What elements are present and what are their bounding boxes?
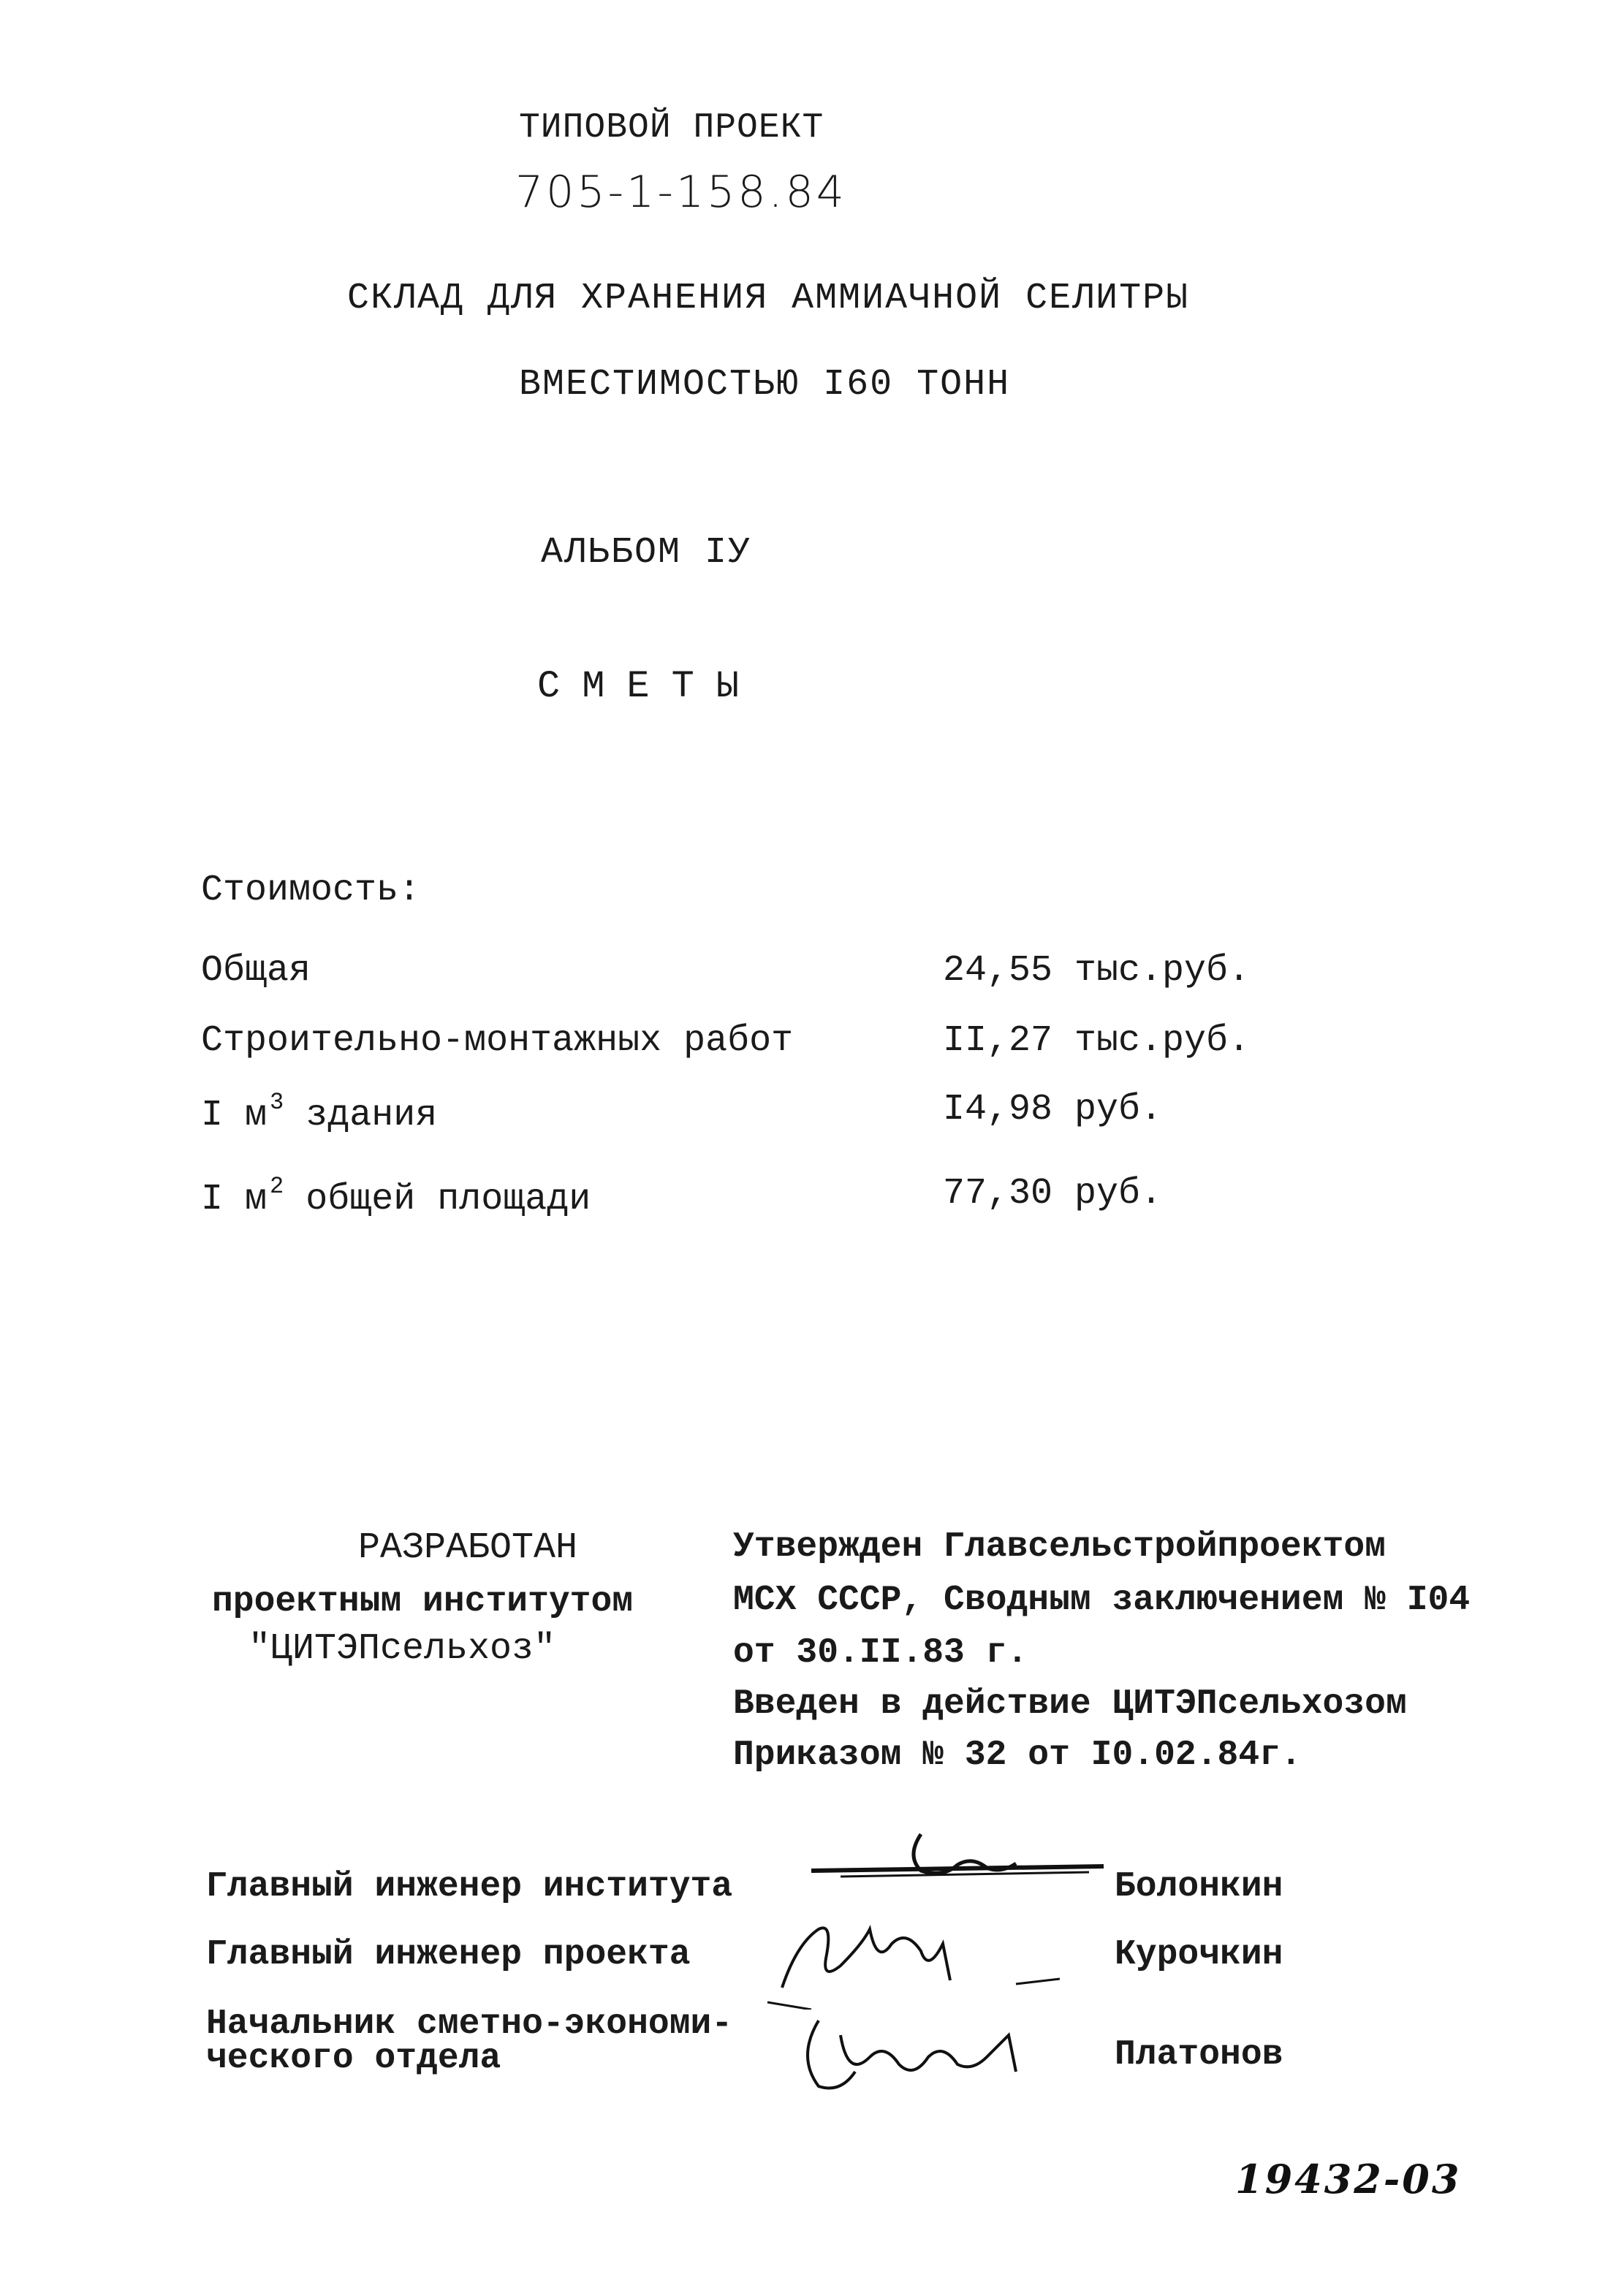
cost-superscript: 2 xyxy=(270,1173,284,1200)
cost-label-rest: общей площади xyxy=(306,1179,591,1220)
cost-value: 77,30 руб. xyxy=(943,1173,1163,1214)
cost-row-per-m3 xyxy=(201,1089,1297,1140)
signatory-role-line-1: Начальник сметно-экономи- xyxy=(206,2004,733,2044)
cost-row-total xyxy=(201,950,1297,1001)
signatory-name: Курочкин xyxy=(1115,1935,1283,1974)
cost-label-rest: здания xyxy=(306,1095,438,1136)
signatory-role-line-2: ческого отдела xyxy=(206,2039,501,2078)
cost-row-per-m2 xyxy=(201,1173,1297,1224)
approval-line-1: Утвержден Главсельстройпроектом xyxy=(733,1527,1386,1567)
project-type-label: ТИПОВОЙ ПРОЕКТ xyxy=(519,108,824,148)
section-title: СМЕТЫ xyxy=(537,665,762,708)
developer-line-1: РАЗРАБОТАН xyxy=(358,1527,578,1569)
signatory-name: Болонкин xyxy=(1115,1867,1283,1907)
cost-row-construction xyxy=(201,1020,1297,1071)
approval-line-5: Приказом № 32 от I0.02.84г. xyxy=(733,1736,1302,1775)
approval-line-3: от 30.II.83 г. xyxy=(733,1633,1028,1673)
signatory-name: Платонов xyxy=(1115,2035,1283,2075)
developer-line-3: "ЦИТЭПсельхоз" xyxy=(249,1628,556,1670)
cost-label: I м xyxy=(201,1095,268,1136)
signature-kurochkin xyxy=(753,1900,1074,2010)
developer-line-2: проектным институтом xyxy=(212,1582,634,1622)
signatory-role: Главный инженер института xyxy=(206,1867,733,1907)
cost-value: II,27 тыс.руб. xyxy=(943,1020,1251,1062)
cost-label: Общая xyxy=(201,950,311,992)
approval-line-2: МСХ СССР, Сводным заключением № I04 xyxy=(733,1581,1471,1620)
album-label: АЛЬБОМ IУ xyxy=(541,532,752,574)
cost-superscript: 3 xyxy=(270,1089,284,1116)
archive-number: 19432-03 xyxy=(1235,2156,1462,2202)
project-code: 705-1-158.84 xyxy=(515,167,847,218)
cost-value: 24,55 тыс.руб. xyxy=(943,950,1251,992)
signatory-role: Главный инженер проекта xyxy=(206,1935,691,1974)
approval-line-4: Введен в действие ЦИТЭПсельхозом xyxy=(733,1684,1407,1724)
title-line-2: ВМЕСТИМОСТЬЮ I60 ТОНН xyxy=(519,364,1011,406)
title-line-1: СКЛАД ДЛЯ ХРАНЕНИЯ АММИАЧНОЙ СЕЛИТРЫ xyxy=(347,278,1190,319)
cost-heading: Стоимость: xyxy=(201,870,421,911)
cost-value: I4,98 руб. xyxy=(943,1089,1163,1130)
signature-bolonkin xyxy=(797,1820,1118,1907)
signature-platonov xyxy=(789,2006,1052,2101)
cost-label: I м xyxy=(201,1179,268,1220)
cost-label: Строительно-монтажных работ xyxy=(201,1020,794,1062)
